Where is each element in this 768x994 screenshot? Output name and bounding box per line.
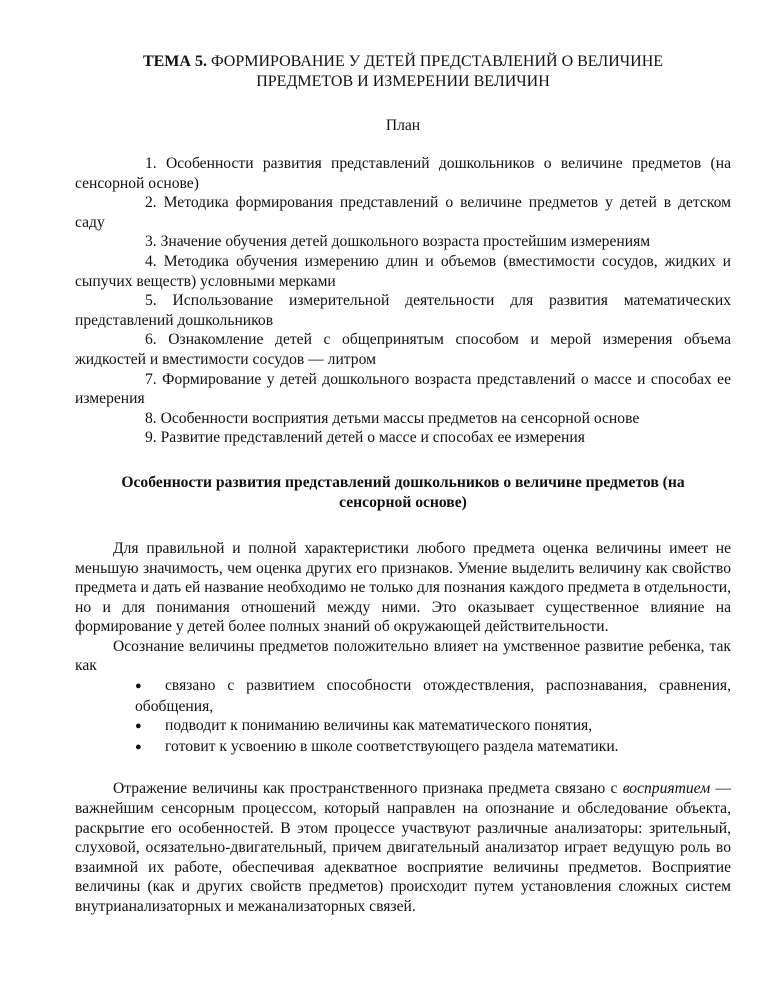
bullet-list <box>75 676 731 757</box>
plan-list <box>75 154 731 448</box>
plan-item: 1. Особенности развития представлений дошкольников о величине предметов (на сенсорной основе) <box>75 155 731 192</box>
paragraph-start: Отражение величины как пространственного признака предмета связано с <box>113 780 623 798</box>
bullet-item <box>75 716 731 737</box>
bullet-icon: ● <box>135 740 142 753</box>
italic-term: восприятием <box>622 780 711 798</box>
bullet-icon: ● <box>135 720 142 733</box>
document-title <box>75 52 731 92</box>
plan-heading: План <box>385 117 421 134</box>
section-heading: Особенности развития представлений дошкольников о величине предметов (на сенсорной основе) <box>121 473 685 511</box>
bullet-item <box>75 737 731 758</box>
plan-item: 9. Развитие представлений детей о массе и способах ее измерения <box>145 429 585 447</box>
bullet-text: связано с развитием способности отождествления, распознавания, сравнения, обобщения, <box>135 677 731 715</box>
body-paragraph <box>75 779 731 916</box>
document-page <box>75 52 731 917</box>
plan-item: 4. Методика обучения измерению длин и объемов (вместимости сосудов, жидких и сыпучих веществ) условными мерками <box>75 252 731 290</box>
body-paragraph: Осознание величины предметов положительно влияет на умственное развитие ребенка, так как <box>75 637 731 675</box>
bullet-icon: ● <box>135 680 142 693</box>
plan-item: 2. Методика формирования представлений о величине предметов у детей в детском саду <box>75 194 731 231</box>
bullet-text: подводит к пониманию величины как математического понятия, <box>165 717 593 735</box>
body-paragraph: Для правильной и полной характеристики любого предмета оценка величины имеет не меньшую значимость, чем оценка других его признаков. Умение выделить величину как свойство предмета и дать ей название необходимо не только для познания каждого предмета в отдельности, но и для понимания отношений между ними. Это оказывает существенное влияние на формирование у детей более полных знаний об окружающей действительности. <box>75 539 731 636</box>
title-line2: ПРЕДМЕТОВ И ИЗМЕРЕНИИ ВЕЛИЧИН <box>256 73 550 90</box>
bullet-text: готовит к усвоению в школе соответствующего раздела математики. <box>165 737 619 755</box>
plan-item: 8. Особенности восприятия детьми массы предметов на сенсорной основе <box>145 409 640 427</box>
plan-item: 7. Формирование у детей дошкольного возраста представлений о массе и способах ее измерения <box>75 370 731 408</box>
title-line1: ФОРМИРОВАНИЕ У ДЕТЕЙ ПРЕДСТАВЛЕНИЙ О ВЕЛИЧИНЕ <box>206 53 664 70</box>
bullet-item <box>75 676 731 716</box>
title-topic-number: ТЕМА 5. <box>142 53 207 70</box>
paragraph-end: — важнейшим сенсорным процессом, который направлен на опознание и обследование объекта, раскрытие его особенностей. В этом процессе участвуют различные анализаторы: зрительный, слуховой, осязательно-двигательный, причем двигательный анализатор играет ведущую роль во взаимной их работе, обеспечивая адекватное восприятие величины предметов. Восприятие величины (как и других свойств предметов) происходит путем установления сложных систем внутрианализаторных и межанализаторных связей. <box>75 780 731 915</box>
plan-item: 6. Ознакомление детей с общепринятым способом и мерой измерения объема жидкостей и вместимости сосудов — литром <box>75 331 731 368</box>
plan-item: 3. Значение обучения детей дошкольного возраста простейшим измерениям <box>145 233 651 251</box>
plan-item: 5. Использование измерительной деятельности для развития математических представлений дошкольников <box>75 292 731 329</box>
